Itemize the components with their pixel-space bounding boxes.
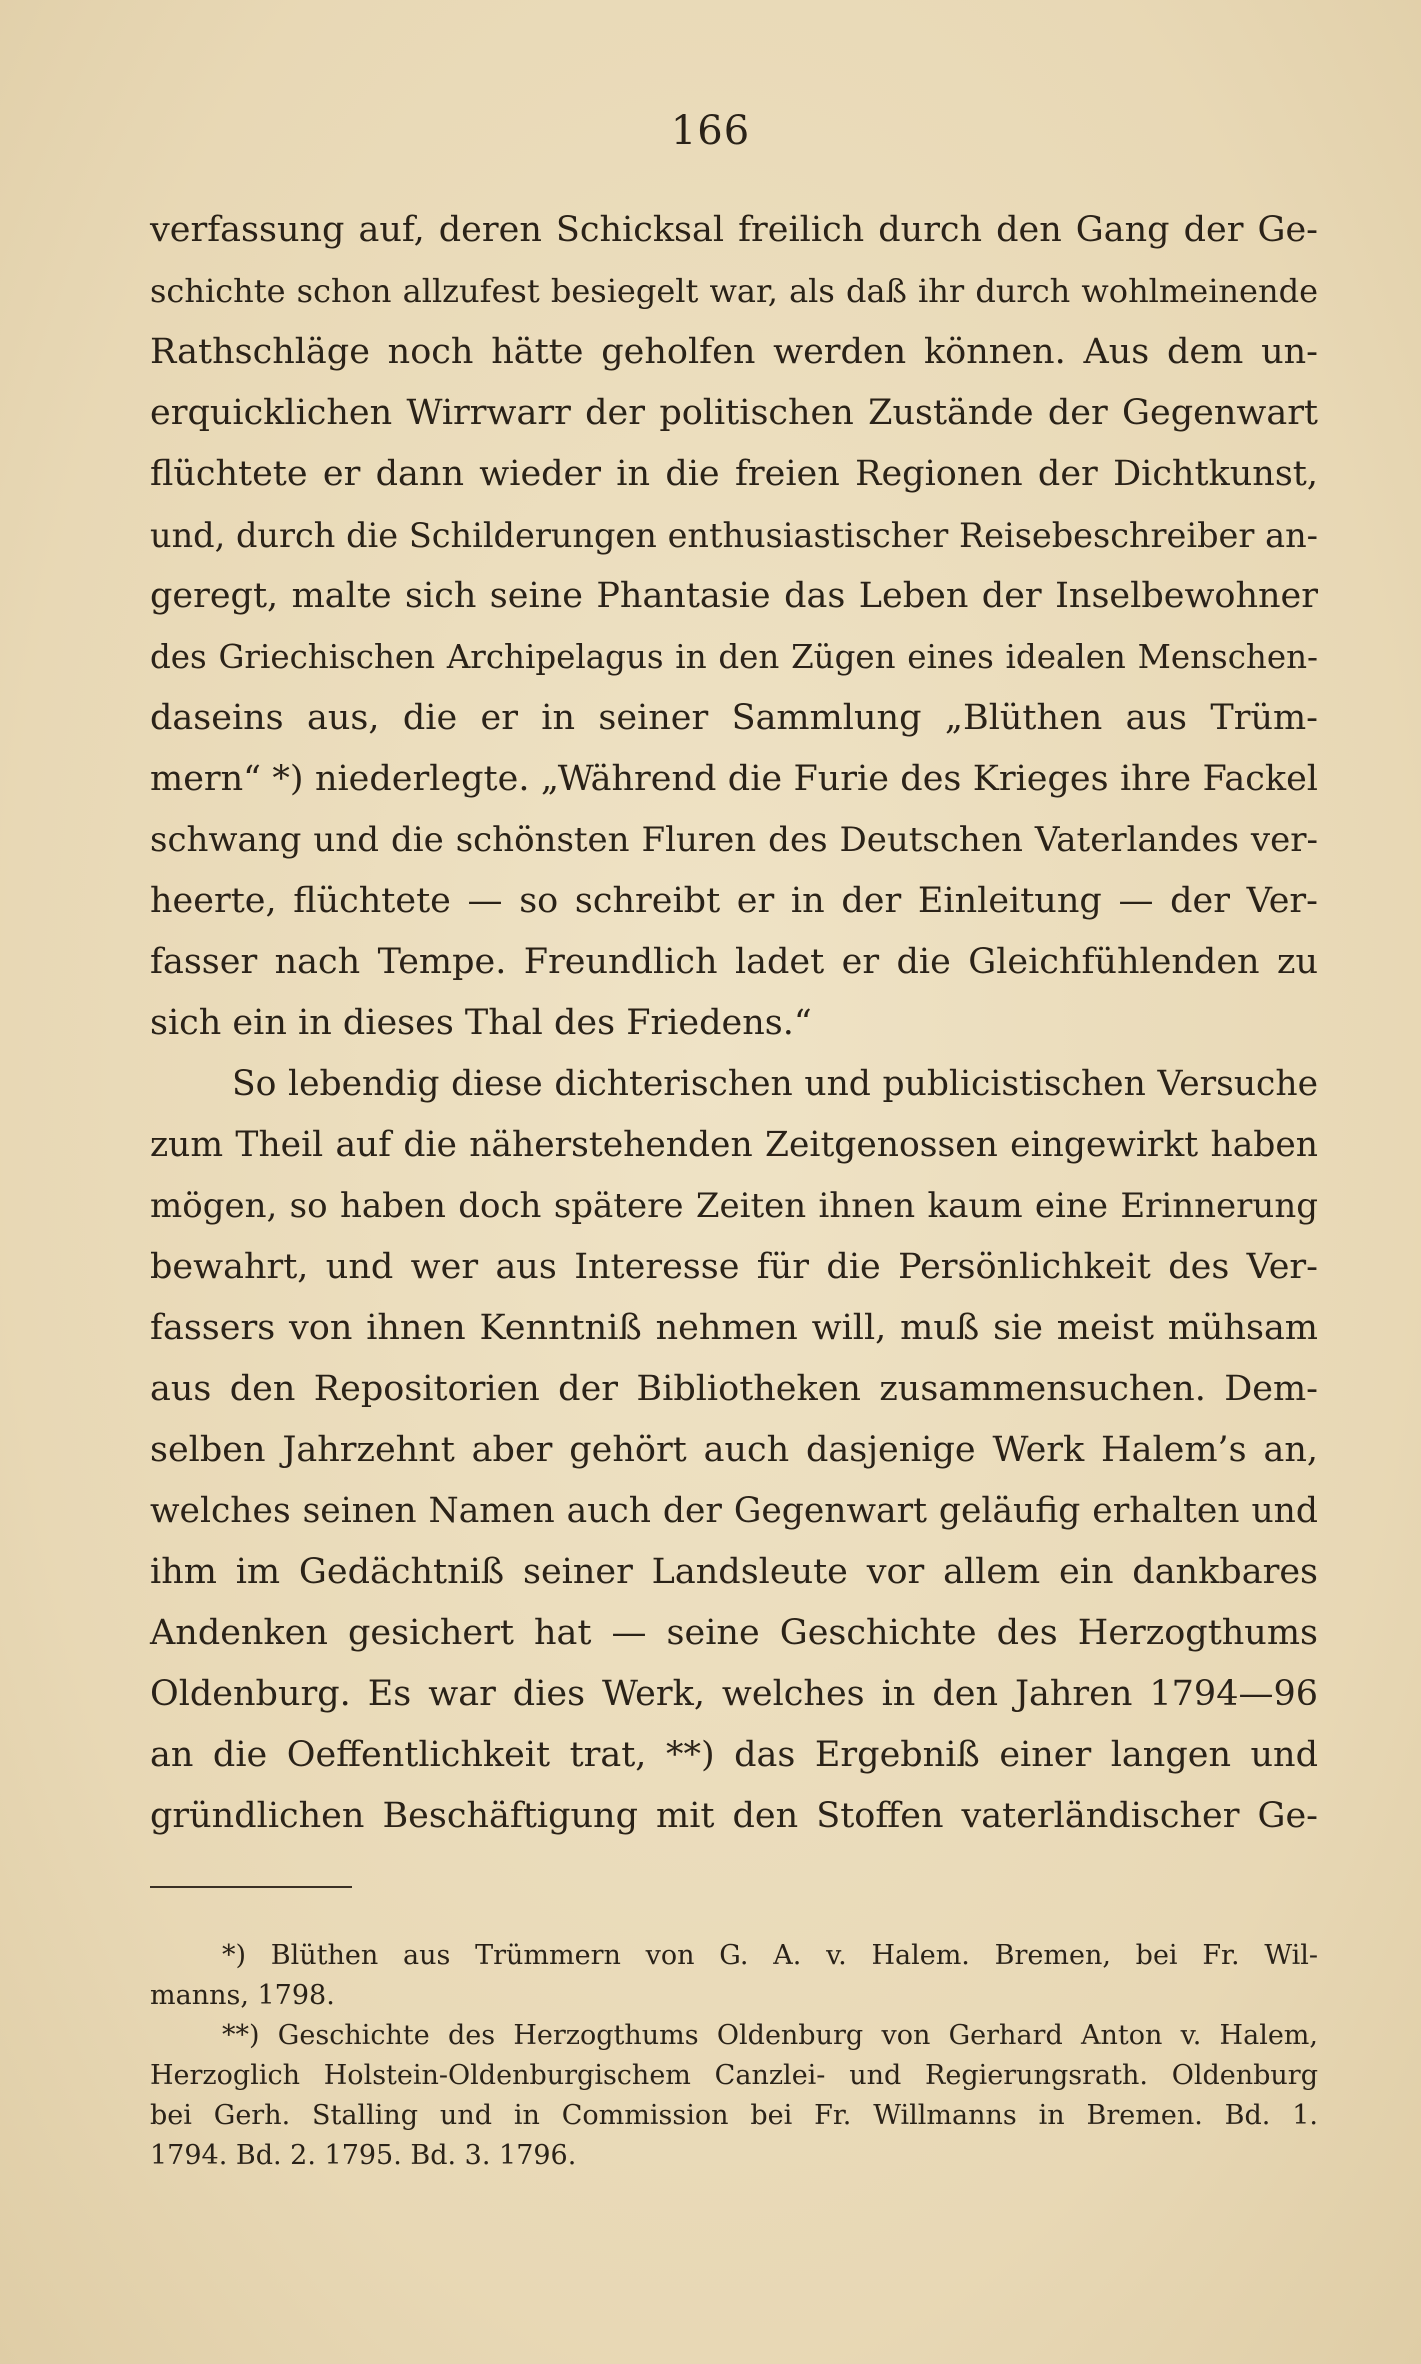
- text-line: ihm im Gedächtniß seiner Landsleute vor allem ein dankbares: [150, 1552, 1318, 1592]
- text-line: welches seinen Namen auch der Gegenwart geläufig erhalten und: [150, 1491, 1318, 1531]
- text-line: gründlichen Beschäftigung mit den Stoffen vaterländischer Ge-: [150, 1796, 1318, 1836]
- text-line: verfassung auf, deren Schicksal freilich durch den Gang der Ge-: [150, 210, 1318, 250]
- text-line: daseins aus, die er in seiner Sammlung „Blüthen aus Trüm-: [150, 698, 1318, 738]
- text-line: mern“ *) niederlegte. „Während die Furie des Krieges ihre Fackel: [150, 759, 1318, 799]
- text-line: sich ein in dieses Thal des Friedens.“: [150, 1003, 812, 1043]
- page-number: 166: [670, 108, 751, 154]
- text-line: aus den Repositorien der Bibliotheken zusammensuchen. Dem-: [150, 1369, 1318, 1409]
- text-line: fasser nach Tempe. Freundlich ladet er die Gleichfühlenden zu: [150, 942, 1318, 982]
- text-line: schichte schon allzufest besiegelt war, als daß ihr durch wohlmeinende: [150, 272, 1318, 310]
- text-line: heerte, flüchtete — so schreibt er in der Einleitung — der Ver-: [150, 881, 1318, 921]
- text-line: So lebendig diese dichterischen und publicistischen Versuche: [232, 1064, 1318, 1104]
- footnote-line: manns, 1798.: [150, 1980, 335, 2011]
- footnotes: [150, 1936, 1318, 2176]
- text-line: schwang und die schönsten Fluren des Deutschen Vaterlandes ver-: [150, 820, 1318, 860]
- text-line: Andenken gesichert hat — seine Geschichte des Herzogthums: [150, 1613, 1318, 1653]
- footnote-line: *) Blüthen aus Trümmern von G. A. v. Halem. Bremen, bei Fr. Wil-: [222, 1940, 1318, 1971]
- text-line: mögen, so haben doch spätere Zeiten ihnen kaum eine Erinnerung: [150, 1186, 1318, 1226]
- footnote-separator: [150, 1886, 352, 1888]
- text-line: zum Theil auf die näherstehenden Zeitgenossen eingewirkt haben: [150, 1125, 1318, 1165]
- text-line: des Griechischen Archipelagus in den Zügen eines idealen Menschen-: [150, 638, 1318, 676]
- footnote-line: bei Gerh. Stalling und in Commission bei Fr. Willmanns in Bremen. Bd. 1.: [150, 2100, 1318, 2131]
- text-line: fassers von ihnen Kenntniß nehmen will, muß sie meist mühsam: [150, 1308, 1318, 1348]
- text-line: selben Jahrzehnt aber gehört auch dasjenige Werk Halem’s an,: [150, 1430, 1318, 1470]
- text-line: geregt, malte sich seine Phantasie das Leben der Inselbewohner: [150, 576, 1318, 616]
- text-line: an die Oeffentlichkeit trat, **) das Ergebniß einer langen und: [150, 1735, 1318, 1775]
- text-line: erquicklichen Wirrwarr der politischen Zustände der Gegenwart: [150, 393, 1318, 433]
- body-text: [150, 200, 1318, 1847]
- text-line: Oldenburg. Es war dies Werk, welches in den Jahren 1794—96: [150, 1674, 1318, 1714]
- text-line: Rathschläge noch hätte geholfen werden können. Aus dem un-: [150, 332, 1318, 372]
- text-line: bewahrt, und wer aus Interesse für die Persönlichkeit des Ver-: [150, 1247, 1318, 1287]
- text-line: flüchtete er dann wieder in die freien Regionen der Dichtkunst,: [150, 454, 1318, 494]
- footnote-line: **) Geschichte des Herzogthums Oldenburg von Gerhard Anton v. Halem,: [222, 2020, 1318, 2051]
- footnote-line: Herzoglich Holstein-Oldenburgischem Canzlei- und Regierungsrath. Oldenburg: [150, 2060, 1318, 2091]
- footnote-line: 1794. Bd. 2. 1795. Bd. 3. 1796.: [150, 2140, 577, 2171]
- text-line: und, durch die Schilderungen enthusiastischer Reisebeschreiber an-: [150, 516, 1318, 555]
